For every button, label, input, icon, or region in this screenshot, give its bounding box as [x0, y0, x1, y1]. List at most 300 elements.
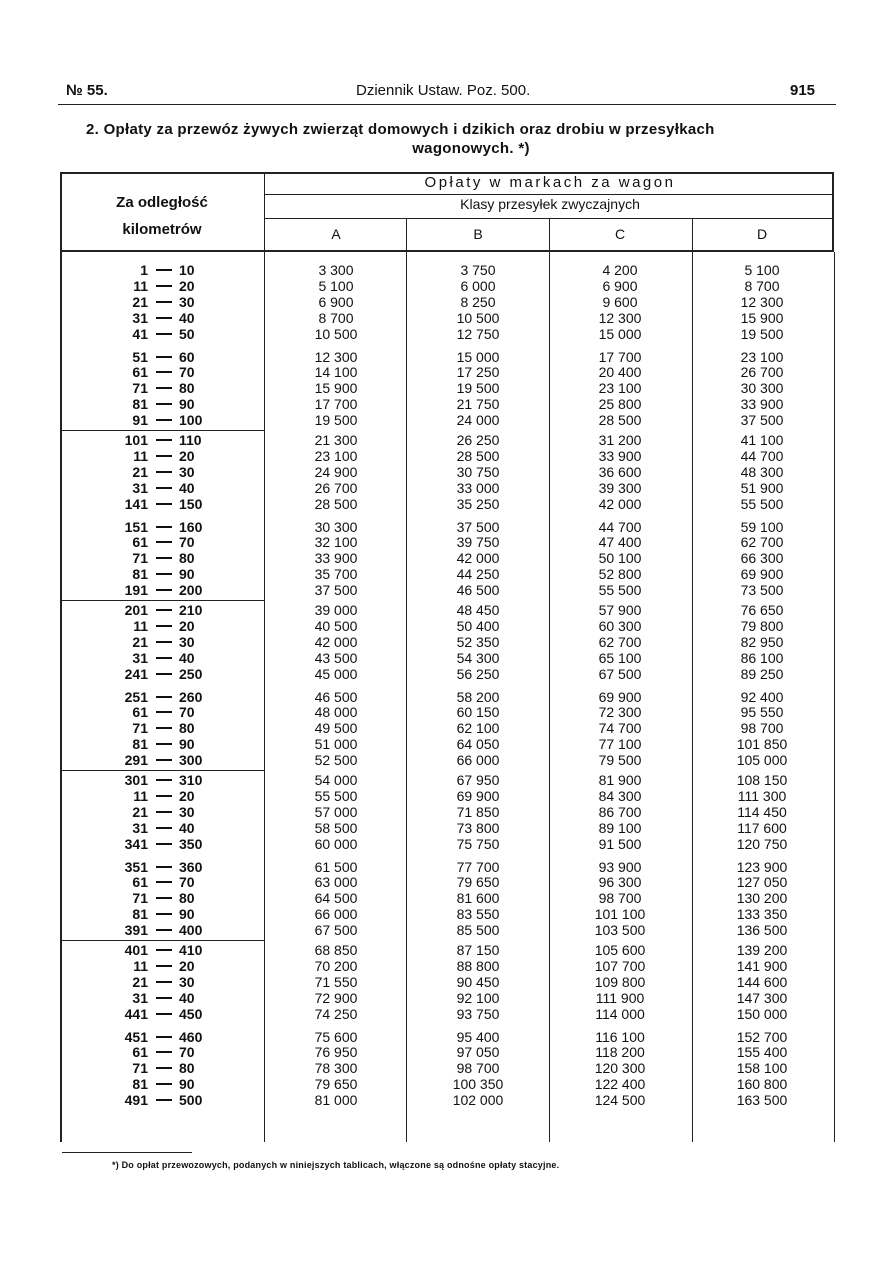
fee-cell-b: 54 300: [456, 649, 500, 666]
fee-cell-a: 49 500: [314, 720, 358, 737]
fee-cell-a: 15 900: [314, 380, 358, 397]
fee-cell-a: 71 550: [314, 973, 358, 990]
fee-cell-b: 66 000: [456, 752, 500, 769]
table-row: [60, 364, 836, 380]
fee-cell-a: 58 500: [314, 819, 358, 836]
distance-from: 41: [132, 325, 148, 342]
distance-from: 21: [132, 633, 148, 650]
fee-cell-b: 79 650: [456, 874, 500, 891]
fee-cell-a: 32 100: [314, 534, 358, 551]
range-dash: [156, 827, 172, 829]
fee-cell-c: 77 100: [598, 736, 642, 753]
fee-cell-a: 8 700: [318, 309, 354, 326]
distance-from: 301: [124, 772, 148, 788]
fee-cell-a: 60 000: [314, 835, 358, 852]
class-c-header: C: [614, 226, 626, 242]
fee-cell-a: 45 000: [314, 665, 358, 682]
distance-from: 51: [132, 348, 148, 365]
fee-cell-c: 81 900: [598, 772, 642, 788]
fee-cell-c: 116 100: [595, 1028, 645, 1045]
range-dash: [156, 929, 172, 931]
table-row: [60, 1076, 836, 1092]
table-row: [60, 519, 836, 535]
fee-cell-d: 89 250: [740, 665, 784, 682]
table-row: [60, 942, 836, 958]
fee-cell-a: 76 950: [314, 1044, 358, 1061]
fee-cell-d: 92 400: [740, 688, 784, 705]
distance-header-line2: kilometrów: [122, 221, 202, 238]
range-dash: [156, 609, 172, 611]
range-dash: [156, 727, 172, 729]
fee-cell-b: 75 750: [456, 835, 500, 852]
fee-cell-a: 37 500: [314, 582, 358, 599]
table-row: [60, 582, 836, 598]
range-dash: [156, 881, 172, 883]
fee-cell-c: 124 500: [594, 1092, 646, 1109]
fee-cell-d: 155 400: [736, 1044, 788, 1061]
range-dash: [156, 356, 172, 358]
distance-from: 401: [124, 942, 148, 958]
fee-cell-d: 44 700: [740, 447, 784, 464]
fee-cell-d: 62 700: [740, 534, 784, 551]
distance-from: 31: [132, 989, 148, 1006]
fee-cell-b: 83 550: [456, 906, 500, 923]
fee-cell-a: 79 650: [314, 1076, 358, 1093]
table-row: [60, 1029, 836, 1045]
distance-from: 81: [132, 1076, 148, 1093]
fee-cell-c: 101 100: [594, 906, 646, 923]
fee-cell-c: 107 700: [594, 957, 646, 974]
distance-from: 21: [132, 293, 148, 310]
fee-cell-c: 20 400: [598, 364, 642, 381]
fee-cell-c: 17 700: [598, 348, 642, 365]
fee-cell-d: 111 300: [737, 787, 787, 804]
table-row: [60, 534, 836, 550]
fee-cell-a: 5 100: [318, 277, 354, 294]
distance-to: 160: [179, 518, 203, 535]
distance-to: 30: [179, 973, 195, 990]
distance-from: 341: [124, 835, 148, 852]
fee-cell-a: 67 500: [314, 922, 358, 939]
fee-cell-a: 78 300: [314, 1060, 358, 1077]
fee-cell-d: 30 300: [740, 380, 784, 397]
table-row: [60, 1092, 836, 1108]
fee-cell-b: 102 000: [452, 1092, 504, 1109]
fee-cell-c: 4 200: [602, 262, 638, 278]
range-dash: [156, 997, 172, 999]
distance-to: 60: [179, 348, 195, 365]
fee-cell-b: 97 050: [456, 1044, 500, 1061]
range-dash: [156, 589, 172, 591]
fee-cell-d: 144 600: [736, 973, 788, 990]
range-dash: [156, 285, 172, 287]
distance-from: 91: [132, 412, 148, 429]
fee-cell-d: 160 800: [736, 1076, 788, 1093]
fee-cell-d: 55 500: [740, 495, 784, 512]
distance-to: 10: [179, 262, 195, 278]
fee-cell-a: 81 000: [314, 1092, 358, 1109]
fee-cell-a: 55 500: [314, 787, 358, 804]
fee-cell-b: 35 250: [456, 495, 500, 512]
range-dash: [156, 641, 172, 643]
range-dash: [156, 541, 172, 543]
range-dash: [156, 455, 172, 457]
fee-cell-c: 23 100: [598, 380, 642, 397]
range-dash: [156, 965, 172, 967]
fee-cell-b: 17 250: [456, 364, 500, 381]
distance-to: 80: [179, 380, 195, 397]
fee-cell-b: 48 450: [456, 602, 500, 618]
distance-to: 30: [179, 463, 195, 480]
distance-to: 90: [179, 396, 195, 413]
distance-from: 71: [132, 1060, 148, 1077]
fee-cell-b: 26 250: [456, 432, 500, 448]
table-row: [60, 1060, 836, 1076]
fee-cell-d: 48 300: [740, 463, 784, 480]
distance-to: 400: [179, 922, 203, 939]
distance-from: 61: [132, 704, 148, 721]
fee-cell-a: 74 250: [314, 1005, 358, 1022]
fee-cell-a: 70 200: [314, 957, 358, 974]
table-row: [60, 294, 836, 310]
fee-cell-c: 74 700: [598, 720, 642, 737]
distance-from: 71: [132, 550, 148, 567]
fee-cell-d: 8 700: [744, 277, 780, 294]
range-dash: [156, 843, 172, 845]
range-dash: [156, 1083, 172, 1085]
table-row: [60, 496, 836, 512]
fee-cell-a: 75 600: [314, 1028, 358, 1045]
distance-from: 61: [132, 534, 148, 551]
table-row: [60, 396, 836, 412]
section-title-line2: wagonowych. *): [412, 140, 530, 157]
table-row: [60, 922, 836, 938]
table-row: [60, 804, 836, 820]
range-dash: [156, 673, 172, 675]
fee-cell-d: 152 700: [736, 1028, 788, 1045]
fee-cell-d: 150 000: [736, 1005, 788, 1022]
distance-from: 21: [132, 803, 148, 820]
fee-cell-d: 86 100: [740, 649, 784, 666]
fee-cell-d: 123 900: [736, 858, 788, 875]
table-row: [60, 432, 836, 448]
distance-to: 210: [179, 602, 203, 618]
fee-cell-c: 98 700: [598, 890, 642, 907]
table-row: [60, 859, 836, 875]
range-dash: [156, 779, 172, 781]
range-dash: [156, 1013, 172, 1015]
fee-cell-c: 96 300: [598, 874, 642, 891]
range-dash: [156, 696, 172, 698]
fee-cell-a: 61 500: [314, 858, 358, 875]
range-dash: [156, 471, 172, 473]
fee-cell-b: 85 500: [456, 922, 500, 939]
fee-cell-a: 23 100: [314, 447, 358, 464]
range-dash: [156, 503, 172, 505]
fee-cell-a: 68 850: [314, 942, 358, 958]
fee-cell-a: 48 000: [314, 704, 358, 721]
distance-to: 40: [179, 649, 195, 666]
fee-cell-b: 15 000: [456, 348, 500, 365]
fee-cell-d: 105 000: [736, 752, 788, 769]
table-row: [60, 1006, 836, 1022]
range-dash: [156, 759, 172, 761]
group-separator: [60, 770, 264, 771]
fee-cell-b: 3 750: [460, 262, 496, 278]
range-dash: [156, 625, 172, 627]
distance-to: 20: [179, 787, 195, 804]
fee-cell-d: 26 700: [740, 364, 784, 381]
fee-cell-b: 95 400: [456, 1028, 500, 1045]
fee-cell-b: 24 000: [456, 412, 500, 429]
table-row: [60, 772, 836, 788]
distance-from: 31: [132, 479, 148, 496]
table-row: [60, 689, 836, 705]
fee-cell-b: 21 750: [456, 396, 500, 413]
fee-cell-b: 8 250: [460, 293, 496, 310]
fee-cell-d: 79 800: [740, 617, 784, 634]
table-row: [60, 874, 836, 890]
distance-to: 410: [179, 942, 203, 958]
fee-cell-b: 10 500: [456, 309, 500, 326]
distance-to: 70: [179, 1044, 195, 1061]
fee-cell-c: 44 700: [598, 518, 642, 535]
table-row: [60, 602, 836, 618]
table-row: [60, 310, 836, 326]
distance-from: 441: [124, 1005, 148, 1022]
distance-from: 151: [124, 518, 148, 535]
distance-to: 80: [179, 720, 195, 737]
range-dash: [156, 913, 172, 915]
fee-cell-b: 62 100: [456, 720, 500, 737]
fee-cell-a: 43 500: [314, 649, 358, 666]
fee-cell-b: 58 200: [456, 688, 500, 705]
fee-cell-d: 108 150: [736, 772, 788, 788]
distance-to: 150: [179, 495, 203, 512]
tariff-table: [60, 172, 836, 1142]
fee-cell-d: 76 650: [740, 602, 784, 618]
distance-to: 40: [179, 309, 195, 326]
distance-to: 100: [179, 412, 203, 429]
fee-cell-a: 12 300: [314, 348, 358, 365]
table-row: [60, 380, 836, 396]
fee-cell-c: 86 700: [598, 803, 642, 820]
group-separator: [60, 430, 264, 431]
fee-cell-b: 52 350: [456, 633, 500, 650]
fee-cell-b: 87 150: [456, 942, 500, 958]
fee-cell-b: 19 500: [456, 380, 500, 397]
distance-from: 391: [124, 922, 148, 939]
fee-cell-d: 23 100: [740, 348, 784, 365]
table-row: [60, 278, 836, 294]
distance-to: 90: [179, 1076, 195, 1093]
table-row: [60, 720, 836, 736]
distance-to: 260: [179, 688, 203, 705]
distance-to: 200: [179, 582, 203, 599]
fee-cell-a: 17 700: [314, 396, 358, 413]
fee-cell-c: 39 300: [598, 479, 642, 496]
fee-cell-b: 73 800: [456, 819, 500, 836]
fee-cell-a: 72 900: [314, 989, 358, 1006]
fee-cell-a: 52 500: [314, 752, 358, 769]
distance-from: 81: [132, 396, 148, 413]
distance-from: 61: [132, 874, 148, 891]
fee-cell-b: 64 050: [456, 736, 500, 753]
fee-cell-c: 62 700: [598, 633, 642, 650]
distance-to: 90: [179, 566, 195, 583]
fee-cell-c: 79 500: [598, 752, 642, 769]
distance-to: 90: [179, 906, 195, 923]
fee-cell-a: 64 500: [314, 890, 358, 907]
distance-from: 81: [132, 906, 148, 923]
distance-from: 201: [124, 602, 148, 618]
fee-cell-c: 84 300: [598, 787, 642, 804]
distance-to: 30: [179, 803, 195, 820]
fee-cell-d: 82 950: [740, 633, 784, 650]
fee-cell-c: 91 500: [598, 835, 642, 852]
distance-from: 451: [124, 1028, 148, 1045]
fee-cell-b: 46 500: [456, 582, 500, 599]
fee-cell-c: 6 900: [602, 277, 638, 294]
table-row: [60, 990, 836, 1006]
fee-cell-a: 40 500: [314, 617, 358, 634]
distance-to: 460: [179, 1028, 203, 1045]
fee-cell-d: 95 550: [740, 704, 784, 721]
fee-cell-a: 51 000: [314, 736, 358, 753]
distance-from: 11: [133, 447, 148, 464]
footnote: *) Do opłat przewozowych, podanych w niniejszych tablicach, włączone są odnośne opłaty stacyjne.: [112, 1160, 560, 1170]
table-row: [60, 464, 836, 480]
distance-from: 241: [124, 665, 148, 682]
range-dash: [156, 711, 172, 713]
distance-to: 360: [179, 858, 203, 875]
fee-cell-c: 50 100: [598, 550, 642, 567]
fee-cell-b: 50 400: [456, 617, 500, 634]
table-row: [60, 650, 836, 666]
fee-cell-d: 158 100: [736, 1060, 788, 1077]
fee-cell-b: 93 750: [456, 1005, 500, 1022]
fee-cell-c: 111 900: [595, 989, 645, 1006]
range-dash: [156, 387, 172, 389]
distance-from: 21: [132, 973, 148, 990]
fee-cell-c: 25 800: [598, 396, 642, 413]
distance-to: 70: [179, 364, 195, 381]
table-row: [60, 550, 836, 566]
table-row: [60, 566, 836, 582]
fee-cell-c: 36 600: [598, 463, 642, 480]
fee-cell-b: 30 750: [456, 463, 500, 480]
range-dash: [156, 795, 172, 797]
table-row: [60, 480, 836, 496]
fee-cell-a: 46 500: [314, 688, 358, 705]
fee-cell-b: 81 600: [456, 890, 500, 907]
range-dash: [156, 403, 172, 405]
distance-to: 70: [179, 704, 195, 721]
distance-from: 81: [132, 736, 148, 753]
fee-cell-d: 66 300: [740, 550, 784, 567]
classes-subheader: Klasy przesyłek zwyczajnych: [460, 196, 640, 212]
table-row: [60, 752, 836, 768]
range-dash: [156, 487, 172, 489]
fee-cell-a: 66 000: [314, 906, 358, 923]
range-dash: [156, 811, 172, 813]
distance-from: 11: [133, 617, 148, 634]
fee-cell-d: 19 500: [740, 325, 784, 342]
fee-cell-c: 93 900: [598, 858, 642, 875]
distance-to: 80: [179, 550, 195, 567]
distance-header-line1: Za odległość: [116, 194, 208, 211]
distance-from: 251: [124, 688, 148, 705]
fee-cell-a: 21 300: [314, 432, 358, 448]
fee-cell-a: 26 700: [314, 479, 358, 496]
fee-cell-c: 109 800: [594, 973, 646, 990]
range-dash: [156, 573, 172, 575]
distance-from: 71: [132, 380, 148, 397]
fee-cell-c: 103 500: [594, 922, 646, 939]
distance-to: 40: [179, 479, 195, 496]
range-dash: [156, 1067, 172, 1069]
fee-cell-b: 69 900: [456, 787, 500, 804]
distance-to: 40: [179, 989, 195, 1006]
fee-cell-b: 71 850: [456, 803, 500, 820]
fee-cell-c: 31 200: [598, 432, 642, 448]
distance-from: 31: [132, 309, 148, 326]
distance-to: 40: [179, 819, 195, 836]
distance-from: 11: [133, 957, 148, 974]
table-row: [60, 262, 836, 278]
range-dash: [156, 557, 172, 559]
fee-cell-b: 28 500: [456, 447, 500, 464]
distance-from: 11: [133, 277, 148, 294]
distance-from: 11: [133, 787, 148, 804]
section-title-line1: 2. Opłaty za przewóz żywych zwierząt domowych i dzikich oraz drobiu w przesyłkach: [86, 121, 715, 138]
class-a-header: A: [331, 226, 341, 242]
fee-cell-d: 117 600: [737, 819, 787, 836]
fee-cell-c: 28 500: [598, 412, 642, 429]
table-row: [60, 448, 836, 464]
fee-cell-a: 24 900: [314, 463, 358, 480]
distance-from: 61: [132, 364, 148, 381]
fee-cell-a: 63 000: [314, 874, 358, 891]
fee-cell-c: 72 300: [598, 704, 642, 721]
fee-cell-c: 33 900: [598, 447, 642, 464]
fee-cell-c: 65 100: [598, 649, 642, 666]
range-dash: [156, 866, 172, 868]
issue-number: № 55.: [66, 82, 108, 99]
range-dash: [156, 419, 172, 421]
table-row: [60, 906, 836, 922]
table-row: [60, 820, 836, 836]
fee-cell-d: 98 700: [740, 720, 784, 737]
fee-cell-d: 12 300: [740, 293, 784, 310]
distance-to: 500: [179, 1092, 203, 1109]
fee-cell-a: 35 700: [314, 566, 358, 583]
table-row: [60, 326, 836, 342]
fee-cell-c: 60 300: [598, 617, 642, 634]
fee-cell-c: 105 600: [594, 942, 646, 958]
fee-cell-c: 52 800: [598, 566, 642, 583]
distance-to: 300: [179, 752, 203, 769]
distance-to: 80: [179, 890, 195, 907]
distance-to: 80: [179, 1060, 195, 1077]
fee-cell-a: 14 100: [314, 364, 358, 381]
range-dash: [156, 657, 172, 659]
distance-to: 20: [179, 957, 195, 974]
fee-cell-d: 130 200: [736, 890, 788, 907]
distance-to: 250: [179, 665, 203, 682]
fee-cell-d: 141 900: [736, 957, 788, 974]
fee-cell-b: 60 150: [456, 704, 500, 721]
